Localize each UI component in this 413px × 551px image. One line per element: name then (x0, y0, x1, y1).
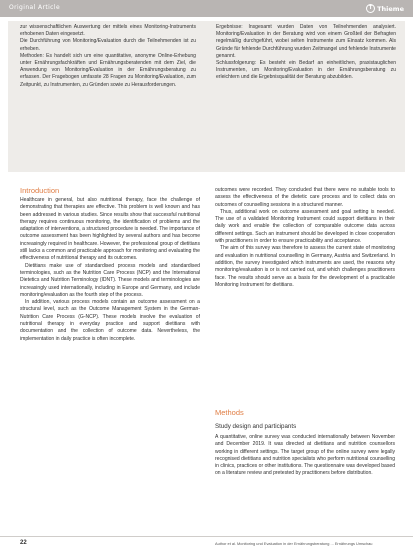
body-paragraph: Thus, additional work on outcome assessment and goal setting is needed. The use of a validated Monitoring Instrument could support dietitians in their daily work and enable the collection of comparable outcome data across different settings. Such an instrument should be developed in close cooperation with practitioners in order to ensure practicability and acceptance. (215, 208, 395, 245)
abstract-text: zur wissenschaftlichen Auswertung der mittels eines Monitoring-Instruments erhobenen Daten eingesetzt. (20, 24, 196, 38)
abstract-text: Schlussfolgerung: Es besteht ein Bedarf an einheitlichen, praxistauglichen Instrumenten, um Monitoring/Evaluation in der Ernährungsberatung zu erleichtern und die Ergebnisqualität der Beratung abzubilden. (216, 60, 396, 81)
abstract-text: Methoden: Es handelt sich um eine quantitative, anonyme Online-Erhebung unter Ernährungsfachkräften und Ernährungsberatenden mit dem Ziel, die Anwendung von Monitoring/Evaluation in der Ernährungsberatung zu erfassen. Der Fragebogen umfasste 28 Fragen zu Monitoring/Evaluation, zum Zeitpunkt, zu Instrumenten, zu Gründen sowie zu Herausforderungen. (20, 52, 196, 88)
abstract-left-column (20, 24, 196, 89)
abstract-right-column (216, 24, 396, 82)
thieme-logo-icon: T (366, 4, 375, 13)
methods-heading: Methods (215, 408, 244, 417)
publisher-logo-text: Thieme (377, 4, 404, 13)
publisher-logo (366, 3, 404, 14)
footer-citation: Author et al. Monitoring und Evaluation in der Ernährungsberatung ... Ernährungs Umschau (215, 541, 373, 546)
section-tag: Original Article (9, 4, 61, 11)
body-paragraph: The aim of this survey was therefore to assess the current state of monitoring and evaluation in nutritional counselling in Germany, Austria and Switzerland. In addition, the survey investigated which instruments are used, the reasons why monitoring/evaluation is or is not carried out, and which challenges practitioners face. The results should serve as a basis for the development of a practicable Monitoring Instrument for dietitians. (215, 245, 395, 288)
introduction-right-column (215, 187, 395, 394)
page-number: 22 (20, 540, 27, 546)
introduction-heading: Introduction (20, 186, 60, 195)
abstract-text: Ergebnisse: Insgesamt wurden Daten von Teilnehmenden analysiert. Monitoring/Evaluation in der Beratung wird von einem Großteil der Befragten regelmäßig durchgeführt, wobei selten Instrumente zum Einsatz kommen. Als Gründe für fehlende Durchführung wurden Zeitmangel und fehlende Instrumente genannt. (216, 24, 396, 59)
body-paragraph: outcomes were recorded. They concluded that there were no suitable tools to assess the effectiveness of the dietetic care process and to collect data on outcomes of counselling sessions in a structured manner. (215, 187, 395, 208)
page-footer (0, 536, 413, 551)
body-paragraph: Dietitians make use of standardised process models and standardised terminologies, such as the Nutrition Care Process (NCP) and the International Dietetics and Nutrition Terminology (IDNT). These models and terminologies are increasingly used internationally, including in Europe and Germany, and include monitoring/evaluation as the fourth step of the process. (20, 262, 200, 298)
abstract-text: Die Durchführung von Monitoring/Evaluation durch die Teilnehmenden ist zu erheben. (20, 38, 196, 52)
study-design-subheading: Study design and participants (215, 423, 297, 430)
body-paragraph: Healthcare in general, but also nutritional therapy, face the challenge of demonstrating that therapies are effective. This problem is well known and has been addressed in various studies. Since results show that successful nutritional therapy requires continuous monitoring, the identification of problems and the adaptation of interventions, a structured procedure is needed. The importance of outcome assessment has been highlighted by several authors and has become increasingly required in healthcare. However, the professional group of dietitians still lacks a common and practicable approach for monitoring and evaluating the effectiveness of nutritional therapy and its outcomes. (20, 197, 200, 262)
body-paragraph: In addition, various process models contain an outcome assessment on a structural level, such as the Outcome Management System in the German-Nutrition Care Process (G-NCP). These models involve the evaluation of nutritional therapy in everyday practice and support dietitians with documentation and the collection of outcome data. Nevertheless, the implementation in daily practice is often incomplete. (20, 299, 200, 342)
introduction-left-column (20, 197, 200, 535)
body-paragraph: A quantitative, online survey was conducted internationally between November and December 2019. It was directed at dietitians and nutrition counsellors working in different settings. The target group of the online survey were legally recognised dietitians and nutrition specialists who perform nutritional counselling in clinics, practices or other institutions. The questionnaire was developed based on a literature review and pretested by practitioners before distribution. (215, 434, 395, 477)
methods-column (215, 434, 395, 534)
page-header-bar (0, 0, 413, 17)
